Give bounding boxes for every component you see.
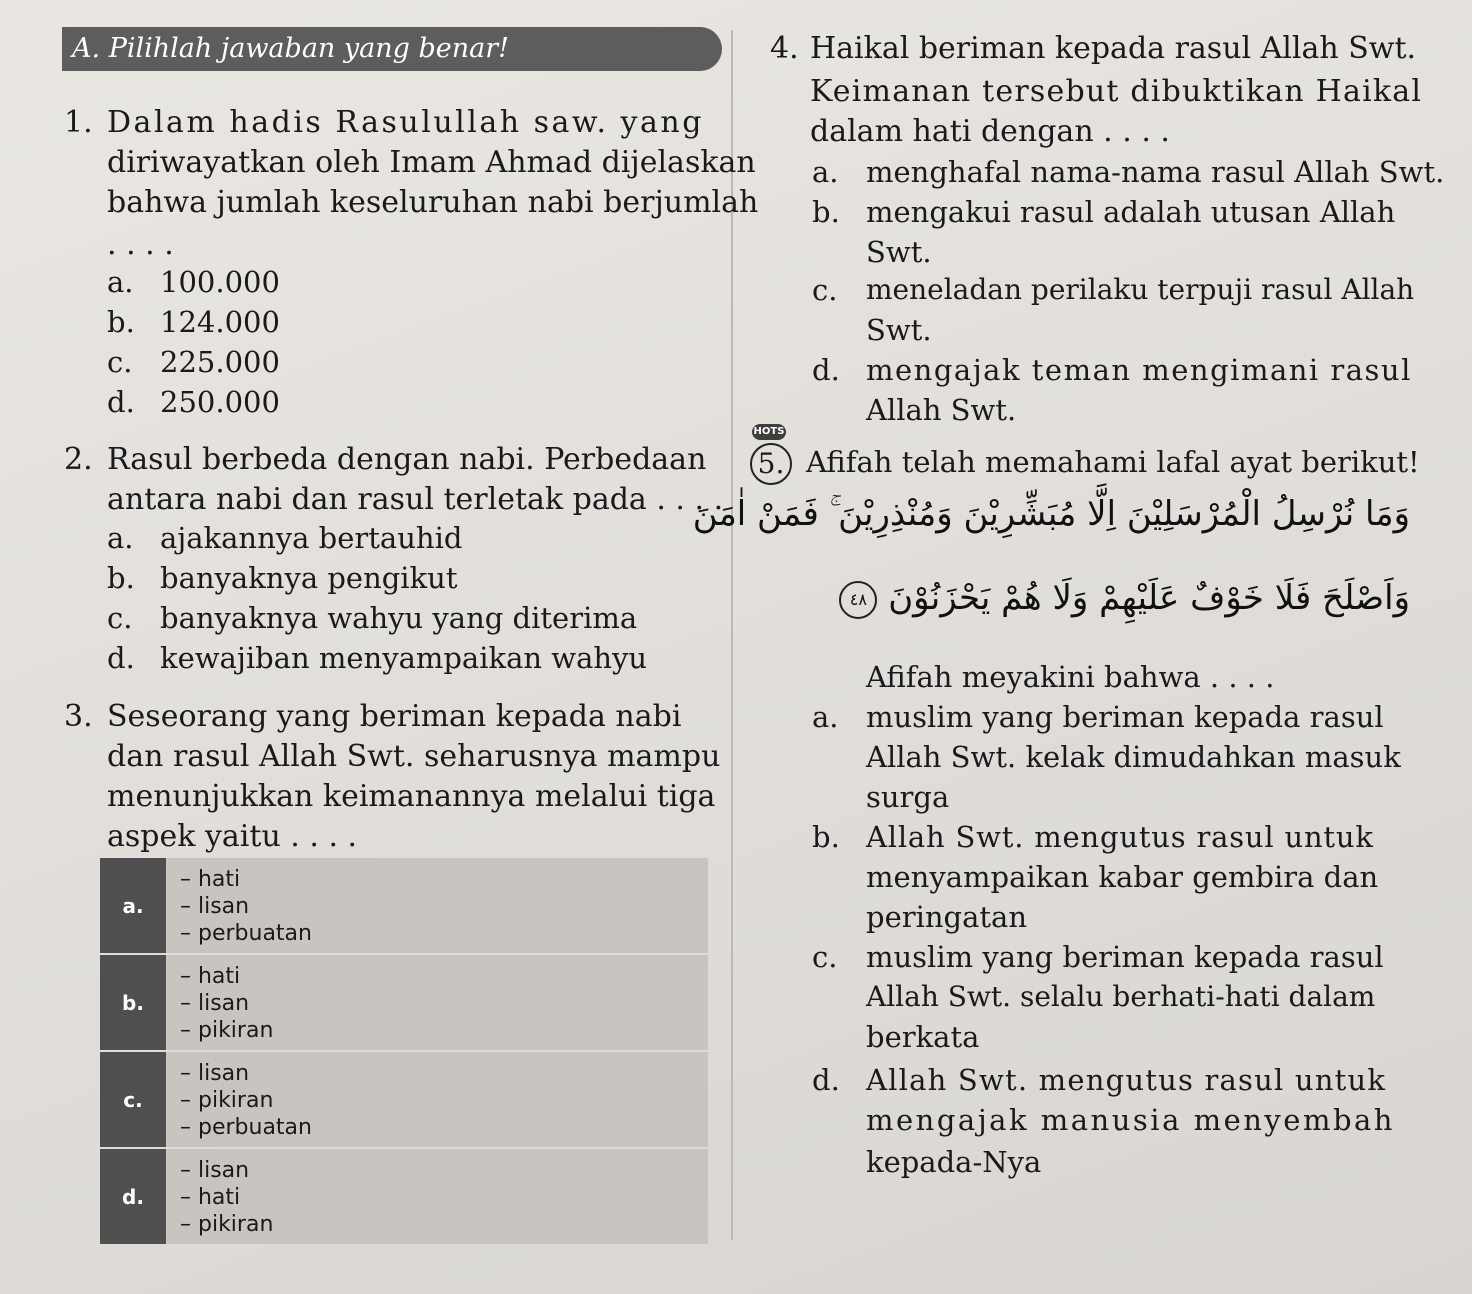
option-c[interactable]: 225.000 [160,345,280,379]
option-a[interactable]: menghafal nama-nama rasul Allah Swt. [866,155,1445,189]
option-letter[interactable]: d. [812,1063,840,1097]
option-letter[interactable]: a. [107,265,134,299]
question-text: aspek yaitu . . . . [107,819,358,854]
option-d[interactable]: 250.000 [160,385,280,419]
option-letter[interactable]: a. [812,700,839,734]
question-number: 3. [64,699,93,734]
option-letter[interactable]: b. [107,305,135,339]
option-c[interactable] [100,1052,708,1147]
question-text: Keimanan tersebut dibuktikan Haikal [810,74,1423,109]
section-title: Pilihlah jawaban yang benar! [108,33,509,64]
option-b-continued[interactable]: Swt. [866,235,932,269]
option-d-continued[interactable]: Allah Swt. [866,393,1017,427]
arabic-verse-text: وَاَصْلَحَ فَلَا خَوْفٌ عَلَيْهِمْ وَلَا هُمْ يَحْزَنُوْنَ [888,578,1410,618]
option-item: – lisan [180,894,250,919]
option-letter[interactable]: d. [812,353,840,387]
option-letter: a. [100,858,166,953]
option-letter: b. [100,955,166,1050]
arabic-verse-line-1: وَمَا نُرْسِلُ الْمُرْسَلِيْنَ اِلَّا مُبَشِّرِيْنَ وَمُنْذِرِيْنَ ۚ فَمَنْ اٰمَنَ [692,494,1410,534]
option-c-continued[interactable]: Swt. [866,313,932,347]
option-d[interactable]: kewajiban menyampaikan wahyu [160,641,648,675]
option-letter: c. [100,1052,166,1147]
option-item: – hati [180,964,241,989]
question-number: 5. [750,443,792,485]
option-b[interactable]: banyaknya pengikut [160,561,458,595]
option-c[interactable]: meneladan perilaku terpuji rasul Allah [866,273,1415,306]
arabic-verse-line-2 [800,578,1410,619]
question-text: dalam hati dengan . . . . [810,114,1170,149]
option-a-continued[interactable]: Allah Swt. kelak dimudahkan masuk [866,740,1401,774]
option-item: – hati [180,867,241,892]
ayah-number-mark: ٤٨ [839,581,877,619]
option-letter[interactable]: c. [812,273,838,307]
option-item: – lisan [180,991,250,1016]
option-b[interactable]: mengakui rasul adalah utusan Allah [866,195,1396,229]
option-letter[interactable]: c. [107,345,133,379]
option-letter[interactable]: b. [107,561,135,595]
option-b-continued[interactable]: menyampaikan kabar gembira dan [866,860,1379,894]
option-c-continued[interactable]: berkata [866,1020,980,1054]
option-item: – perbuatan [180,921,312,946]
option-item: – pikiran [180,1018,274,1043]
question-text: Haikal beriman kepada rasul Allah Swt. [810,31,1417,66]
option-c[interactable]: banyaknya wahyu yang diterima [160,601,638,635]
option-b[interactable]: 124.000 [160,305,280,339]
option-c[interactable]: muslim yang beriman kepada rasul [866,940,1384,974]
option-letter[interactable]: c. [107,601,133,635]
option-d[interactable] [100,1149,708,1244]
answer-options-table [100,858,708,1246]
option-letter[interactable]: b. [812,195,840,229]
option-letter[interactable]: d. [107,385,135,419]
hots-badge: HOTS [752,424,786,440]
option-letter[interactable]: a. [812,155,839,189]
option-letter[interactable]: c. [812,940,838,974]
option-d-continued[interactable]: mengajak manusia menyembah [866,1103,1395,1137]
option-letter[interactable]: a. [107,521,134,555]
question-text: . . . . [107,227,174,262]
option-letter: d. [100,1149,166,1244]
option-a[interactable]: 100.000 [160,265,280,299]
question-number: 2. [64,442,93,477]
question-text: Afifah meyakini bahwa . . . . [866,660,1275,694]
question-text: Dalam hadis Rasulullah saw. yang [107,105,704,140]
section-header [62,27,722,71]
option-b-continued[interactable]: peringatan [866,900,1028,934]
option-item: – pikiran [180,1088,274,1113]
question-text: antara nabi dan rasul terletak pada . . . . [107,482,724,517]
option-letter[interactable]: d. [107,641,135,675]
option-letter[interactable]: b. [812,820,840,854]
option-a[interactable]: ajakannya bertauhid [160,521,463,555]
question-text: Seseorang yang beriman kepada nabi [107,699,682,734]
question-text: dan rasul Allah Swt. seharusnya mampu [107,739,721,774]
option-item: – lisan [180,1158,250,1183]
question-text: diriwayatkan oleh Imam Ahmad dijelaskan [107,145,756,180]
question-number: 4. [770,31,799,66]
option-b[interactable]: Allah Swt. mengutus rasul untuk [866,820,1374,854]
option-d-continued[interactable]: kepada-Nya [866,1145,1042,1179]
question-intro: Afifah telah memahami lafal ayat berikut! [806,445,1420,479]
option-c-continued[interactable]: Allah Swt. selalu berhati-hati dalam [866,980,1376,1013]
option-item: – pikiran [180,1212,274,1237]
question-text: menunjukkan keimanannya melalui tiga [107,779,716,814]
option-item: – lisan [180,1061,250,1086]
option-item: – perbuatan [180,1115,312,1140]
option-b[interactable] [100,955,708,1050]
question-text: Rasul berbeda dengan nabi. Perbedaan [107,442,707,477]
option-item: – hati [180,1185,241,1210]
option-d[interactable]: Allah Swt. mengutus rasul untuk [866,1063,1387,1097]
option-a-continued[interactable]: surga [866,780,950,814]
question-text: bahwa jumlah keseluruhan nabi berjumlah [107,185,759,220]
section-label: A. [72,33,101,64]
option-a[interactable] [100,858,708,953]
option-d[interactable]: mengajak teman mengimani rasul [866,353,1412,387]
option-a[interactable]: muslim yang beriman kepada rasul [866,700,1384,734]
question-number: 1. [64,105,93,140]
